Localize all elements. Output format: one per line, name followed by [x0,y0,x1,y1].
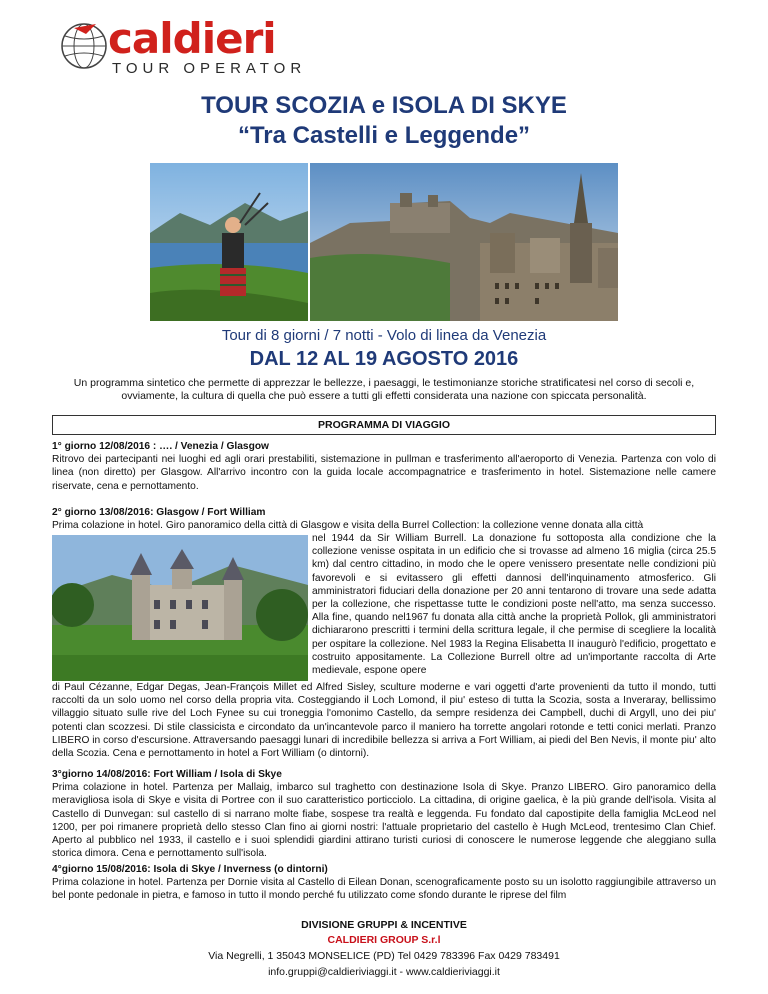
day-3-text: Prima colazione in hotel. Partenza per Mallaig, imbarco sul traghetto con destinazione Isola di Skye. Pranzo LIBERO. Giro panoramico della meravigliosa isola di Skye e visita di Portree con il suo caratteristico porticciolo. La cittadina, di origine gaelica, è la più grande dell'isola. Visita al Castello di Dunvegan: sul castello di si narrano molte fiabe, sospese tra realtà e leggenda. Fu fondato dal capostipite della famiglia McLeod nel 1200, per poi rimanere proprietà dello stesso Clan fino ai giorni nostri: l'attuale proprietario del castello è Hugh McLeod, trentesimo Clan Chief. Aperto al pubblico nel 1933, il castello e i suoi splendidi giardini attirano turisti curiosi di conoscere le numerose leggende che aleggiano sulla storica dimora. Cena e pernottamento sull'isola. [52,782,716,860]
header-photos [150,163,618,321]
day-4 [52,863,716,903]
day-1 [52,440,716,493]
brand-name: caldieri [108,14,276,63]
castle-photo [52,535,308,681]
day-2-heading: 2° giorno 13/08/2016: Glasgow / Fort William [52,507,266,518]
footer-contacts[interactable]: info.gruppi@caldieriviaggi.it - www.caldieriviaggi.it [268,966,500,978]
day-2 [52,506,716,532]
tour-subtitle: Tour di 8 giorni / 7 notti - Volo di linea da Venezia [221,327,547,344]
globe-icon [56,16,112,72]
footer-company: CALDIERI GROUP S.r.l [327,934,441,946]
day-2-text-side: nel 1944 da Sir William Burrell. La donazione fu sottoposta alla condizione che la collezione venisse ospitata in un edificio che si trovasse ad almeno 16 miglia (circa 25.5 km) dal centro cittadino, in modo che le opere venissero presentate nelle condizioni più favorevoli e si evitassero gli effetti dannosi dell'inquinamento atmosferico. Gli amministratori fiduciari della donazione per 20 anni tentarono di trovare una sede adatta per la collezione, che rispettasse tutte le condizioni poste nell'atto, ma senza successo. Alla fine, quando nel1967 fu donata alla città anche la proprietà Pollok, gli amministratori dichiararono prescritti i termini della scrittura legale, il che permise di scegliere la località per ospitare la collezione. Nel 1983 la Regina Elisabetta II inaugurò l'edificio, progettato e costruito appositamente. La Collezione Burrell oltre ad un'importante raccolta di Arte medievale, espone opere [312,533,716,677]
title-line-1: TOUR SCOZIA e ISOLA DI SKYE [201,92,567,119]
day-1-heading: 1° giorno 12/08/2016 : …. / Venezia / Glasgow [52,441,269,452]
footer-division: DIVISIONE GRUPPI & INCENTIVE [301,919,467,931]
footer-address: Via Negrelli, 1 35043 MONSELICE (PD) Tel 0429 783396 Fax 0429 783491 [208,950,560,962]
intro-text: Un programma sintetico che permette di apprezzar le bellezze, i paesaggi, le testimonianze storiche stratificatesi nel corso di secoli e, ovviamente, la cultura di quella che può essere a tutti gli effetti considerata una nazione con spiccata personalità. [73,377,695,402]
day-2-text-first: Prima colazione in hotel. Giro panoramico della città di Glasgow e visita della Burrel Collection: la collezione venne donata alla città [52,520,644,532]
day-1-text: Ritrovo dei partecipanti nei luoghi ed agli orari prestabiliti, sistemazione in pullman e trasferimento all'aeroporto di Venezia. Partenza con volo di linea (non diretto) per Glasgow. All'arrivo incontro con la guida locale accompagnatrice e trasferimento in hotel. Sistemazione nelle camere riservate, cena e pernottamento. [52,454,716,492]
day-3 [52,768,716,860]
day-2-text-rest: di Paul Cézanne, Edgar Degas, Jean-François Millet ed Alfred Sisley, sculture moderne e vari oggetti d'arte provenienti da tutto il mondo, tutti raccolti da un solo uomo nel corso della propria vita. Costeggiando il Loch Lomond, il piu' esteso di tutta la Scozia, sosta a Inveraray, bellissimo villaggio situato sulle rive del Loch Fynee su cui troneggia l'omonimo Castello, da sempre residenza dei Campbell, duchi di Argyll, uno dei piu' potenti clan scozzesi. Di stile classicista e circondato da un'incantevole parco il maniero ha torrette angolari rotonde e tetti conici merlati. Pranzo LIBERO in corso d'escursione. Attraversando paesaggi lunari di incredibile bellezza si arriva a Fort William, ai piedi del Ben Nevis, il monte piu' alto della Scozia. Cena e pernottamento in hotel a Fort William (o dintorni). [52,682,716,760]
day-3-heading: 3°giorno 14/08/2016: Fort William / Isola di Skye [52,769,282,780]
brand-subtitle: TOUR OPERATOR [112,60,307,77]
piper-photo [150,163,308,321]
edinburgh-photo [310,163,618,321]
title-line-2: “Tra Castelli e Leggende” [237,122,531,149]
program-label: PROGRAMMA DI VIAGGIO [317,419,451,431]
day-4-text: Prima colazione in hotel. Partenza per Dornie visita al Castello di Eilean Donan, scenograficamente posto su un isolotto raggiungibile attraverso un bel ponte pedonale in pietra, e famoso in tutto il mondo perché fu utilizzato come sfondo durante le riprese del film [52,877,716,902]
day-4-heading: 4°giorno 15/08/2016: Isola di Skye / Inverness (o dintorni) [52,864,328,875]
tour-dates: DAL 12 AL 19 AGOSTO 2016 [249,348,519,370]
program-header-box [52,415,716,435]
